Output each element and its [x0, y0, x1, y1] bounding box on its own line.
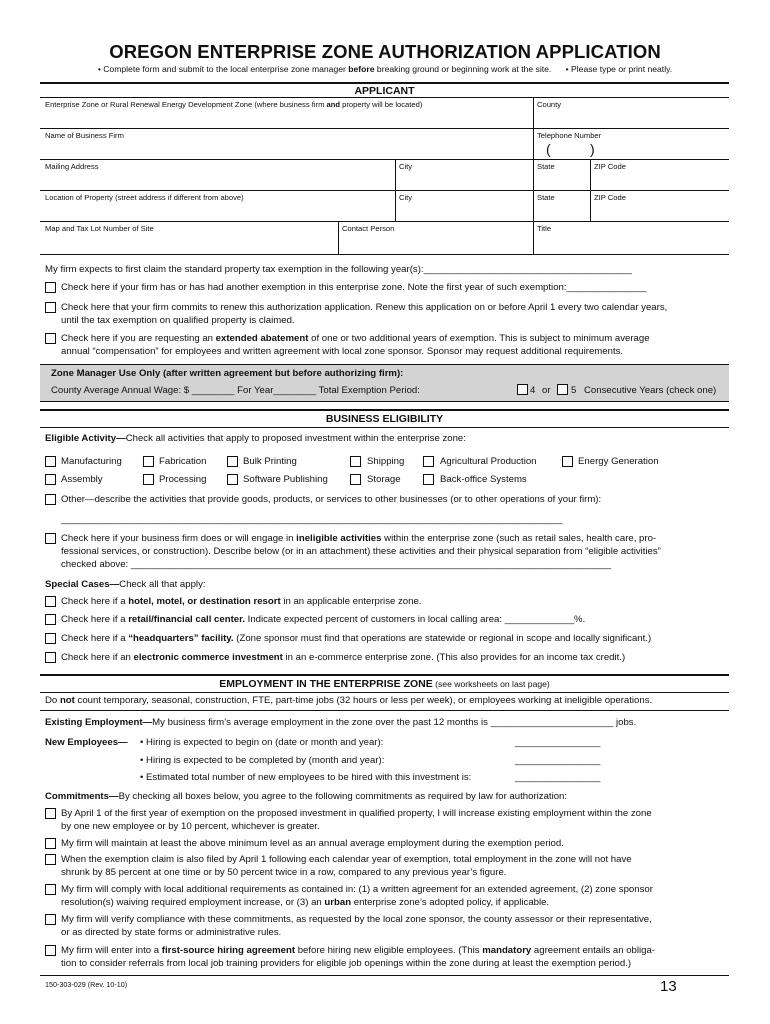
energy-label: Energy Generation [578, 456, 659, 467]
backoffice-checkbox[interactable] [423, 474, 434, 485]
agricultural-checkbox[interactable] [423, 456, 434, 467]
commitments-heading: Commitments—By checking all boxes below, you agree to the following commitments as required by law for authorization: [45, 791, 568, 802]
renew-text-2: until the tax exemption on qualified property is claimed. [61, 315, 295, 326]
existing-employment-line: Existing Employment—My business firm’s average employment in the zone over the past 12 months is _______________________ jobs. [45, 717, 637, 728]
ineligible-text: Check here if your business firm does or will engage in ineligible activities within the enterprise zone (such as retail sales, health care, pro- [61, 533, 657, 544]
headquarters-checkbox[interactable] [45, 633, 56, 644]
commitment-5-checkbox[interactable] [45, 914, 56, 925]
business-name-label: Name of Business Firm [45, 131, 124, 140]
eligibility-rule [40, 427, 729, 428]
ecommerce-text: Check here if an electronic commerce investment in an e-commerce enterprise zone. (This also provides for an income tax credit.) [61, 652, 626, 663]
state-label: State [537, 162, 555, 171]
four-years-checkbox[interactable] [517, 384, 528, 395]
employment-rule-2 [40, 710, 729, 711]
software-label: Software Publishing [243, 474, 328, 485]
prior-exemption-text: Check here if your firm has or has had another exemption in this enterprise zone. Note the first year of such exemption:_______________ [61, 282, 647, 293]
renew-text: Check here that your firm commits to renew this authorization application. Renew this application on or before April 1 every two calendar years, [61, 302, 668, 313]
other-activity-checkbox[interactable] [45, 494, 56, 505]
five-years-checkbox[interactable] [557, 384, 568, 395]
bulk-printing-label: Bulk Printing [243, 456, 297, 467]
fabrication-label: Fabrication [159, 456, 207, 467]
area-code-open: ( [546, 141, 551, 157]
commitment-2-checkbox[interactable] [45, 838, 56, 849]
employment-top-rule [40, 674, 729, 676]
applicant-rule [40, 97, 729, 98]
area-code-close: ) [590, 141, 595, 157]
zip-label: ZIP Code [594, 193, 626, 202]
applicant-header: APPLICANT [354, 85, 415, 97]
special-cases-heading: Special Cases—Check all that apply: [45, 579, 206, 590]
fabrication-checkbox[interactable] [143, 456, 154, 467]
hiring-complete-blank[interactable]: ________________ [515, 755, 601, 766]
commitment-3-checkbox[interactable] [45, 854, 56, 865]
headquarters-text: Check here if a “headquarters” facility. (Zone sponsor must find that operations are statewide or regional in scope and locally significant.) [61, 633, 652, 644]
prior-exemption-checkbox[interactable] [45, 282, 56, 293]
four-years-label: 4 [530, 385, 536, 396]
zip-label: ZIP Code [594, 162, 626, 171]
col-divider [590, 159, 591, 221]
col-divider [533, 97, 534, 254]
form-number: 150-303-029 (Rev. 10-10) [45, 980, 128, 989]
shipping-checkbox[interactable] [350, 456, 361, 467]
manufacturing-label: Manufacturing [61, 456, 122, 467]
telephone-label: Telephone Number [537, 131, 602, 140]
zone-manager-wage-line: County Average Annual Wage: $ ________ For Year________ Total Exemption Period: [51, 385, 420, 396]
col-divider [395, 159, 396, 221]
shipping-label: Shipping [367, 456, 405, 467]
employment-note: Do not count temporary, seasonal, construction, FTE, part-time jobs (32 hours or less per week), or employees working at ineligible operations. [45, 695, 653, 706]
storage-label: Storage [367, 474, 401, 485]
eligibility-top-rule [40, 409, 729, 411]
hotel-checkbox[interactable] [45, 596, 56, 607]
page-number: 13 [660, 978, 677, 995]
hiring-begin-blank[interactable]: ________________ [515, 737, 601, 748]
row-divider [40, 221, 729, 222]
hiring-complete-text: • Hiring is expected to be completed by (month and year): [140, 755, 385, 766]
county-field-label: County [537, 100, 562, 109]
consecutive-years-label: Consecutive Years (check one) [584, 385, 717, 396]
agricultural-label: Agricultural Production [440, 456, 537, 467]
location-label: Location of Property (street address if different from above) [45, 193, 244, 202]
new-employees-heading: New Employees— [45, 737, 128, 748]
footer-rule [40, 975, 729, 976]
energy-checkbox[interactable] [562, 456, 573, 467]
hiring-begin-text: • Hiring is expected to begin on (date or month and year): [140, 737, 384, 748]
col-divider [338, 221, 339, 254]
assembly-label: Assembly [61, 474, 103, 485]
processing-label: Processing [159, 474, 207, 485]
row-divider [40, 254, 729, 255]
five-years-label: 5 [571, 385, 577, 396]
commitment-6-text: My firm will enter into a first-source hiring agreement before hiring new eligible employees. (This mandatory agreement entails an obliga- [61, 945, 655, 956]
contact-label: Contact Person [342, 224, 395, 233]
ecommerce-checkbox[interactable] [45, 652, 56, 663]
processing-checkbox[interactable] [143, 474, 154, 485]
row-divider [40, 190, 729, 191]
commitment-4-text-2: resolution(s) waiving required employment increase, or (3) an urban enterprise zone’s adopted policy, if applicable. [61, 897, 550, 908]
commitment-4-text: My firm will comply with local additional requirements as contained in: (1) a written agreement for an extended agreement, (2) zone sponsor [61, 884, 653, 895]
manufacturing-checkbox[interactable] [45, 456, 56, 467]
hotel-text: Check here if a hotel, motel, or destination resort in an applicable enterprise zone. [61, 596, 422, 607]
new-employee-count-text: • Estimated total number of new employees to be hired with this investment is: [140, 772, 472, 783]
zone-manager-heading: Zone Manager Use Only (after written agreement but before authorizing firm): [51, 368, 404, 379]
city-label: City [399, 162, 413, 171]
or-label: or [542, 385, 551, 396]
other-activity-label: Other—describe the activities that provide goods, products, or services to other businesses (or to other operations of your firm): [61, 494, 602, 505]
commitment-3-text: When the exemption claim is also filed by April 1 following each calendar year of exemption, total employment in the zone will not have [61, 854, 632, 865]
commitment-2-text: My firm will maintain at least the above minimum level as an annual average employment during the exemption period. [61, 838, 564, 849]
eligibility-header: BUSINESS ELIGIBILITY [325, 413, 444, 425]
city-label: City [399, 193, 413, 202]
commitment-1-checkbox[interactable] [45, 808, 56, 819]
title-label: Title [537, 224, 552, 233]
ineligible-text-3: checked above: __________________________________________________________________________________________ [61, 559, 612, 570]
commitment-5-text: My firm will verify compliance with these commitments, as requested by the local zone sponsor, the county assessor or their representative, [61, 914, 652, 925]
call-center-text: Check here if a retail/financial call center. Indicate expected percent of customers in local calling area: _____________%. [61, 614, 586, 625]
new-employee-count-blank[interactable]: ________________ [515, 772, 601, 783]
first-claim-line: My firm expects to first claim the standard property tax exemption in the following year(s):_______________________________________ [45, 264, 632, 275]
instructions: • Complete form and submit to the local enterprise zone manager before breaking ground or beginning work at the site. • Please type or print neatly. [97, 64, 673, 74]
extended-abatement-checkbox[interactable] [45, 333, 56, 344]
call-center-checkbox[interactable] [45, 614, 56, 625]
map-tax-label: Map and Tax Lot Number of Site [45, 224, 154, 233]
commitment-5-text-2: or as directed by state forms or administrative rules. [61, 927, 282, 938]
bulk-printing-checkbox[interactable] [227, 456, 238, 467]
ineligible-checkbox[interactable] [45, 533, 56, 544]
assembly-checkbox[interactable] [45, 474, 56, 485]
state-label: State [537, 193, 555, 202]
employment-rule [40, 692, 729, 693]
mailing-address-label: Mailing Address [45, 162, 99, 171]
commitment-6-checkbox[interactable] [45, 945, 56, 956]
ineligible-text-2: fessional services, or construction). Describe below (or in an attachment) these activities and their physical separation from “eligible activities” [61, 546, 661, 557]
applicant-top-rule [40, 82, 729, 84]
commitment-4-checkbox[interactable] [45, 884, 56, 895]
commitment-1-text: By April 1 of the first year of exemption on the proposed investment in qualified property, I will increase existing employment within the zone [61, 808, 652, 819]
form-title: OREGON ENTERPRISE ZONE AUTHORIZATION APPLICATION [109, 41, 661, 62]
commitment-3-text-2: shrunk by 85 percent at one time or by 50 percent twice in a row, compared to any previous year’s figure. [61, 867, 507, 878]
extended-abatement-text-2: annual “compensation” for employees and written agreement with local zone sponsor. Sponsor may request additional requirements. [61, 346, 624, 357]
extended-abatement-text: Check here if you are requesting an extended abatement of one or two additional years of exemption. This is subject to minimum average [61, 333, 650, 344]
zone-field-label: Enterprise Zone or Rural Renewal Energy Development Zone (where business firm and property will be located) [45, 100, 423, 109]
storage-checkbox[interactable] [350, 474, 361, 485]
eligible-activity-heading: Eligible Activity—Check all activities that apply to proposed investment within the enterprise zone: [45, 433, 466, 444]
employment-header: EMPLOYMENT IN THE ENTERPRISE ZONE (see worksheets on last page) [219, 678, 550, 690]
other-activity-blank[interactable]: ______________________________________________________________________________________________ [61, 514, 563, 525]
backoffice-label: Back-office Systems [440, 474, 527, 485]
commitment-6-text-2: tion to consider referrals from local job training providers for eligible job openings within the zone during at least the exemption period.) [61, 958, 632, 969]
software-checkbox[interactable] [227, 474, 238, 485]
renew-checkbox[interactable] [45, 302, 56, 313]
commitment-1-text-2: by one new employee or by 10 percent, whichever is greater. [61, 821, 320, 832]
row-divider [40, 128, 729, 129]
row-divider [40, 159, 729, 160]
